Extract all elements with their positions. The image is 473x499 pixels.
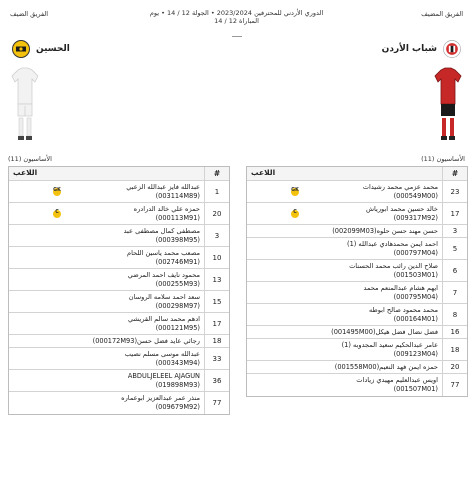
player-cell — [9, 247, 205, 268]
table-row — [9, 203, 229, 225]
table-row — [247, 326, 467, 339]
shirt-number: 77 — [212, 399, 222, 407]
player-cell — [247, 238, 443, 259]
table-row — [247, 282, 467, 304]
player-name: حسن مهند حسن حلوه(002099M03) — [332, 227, 438, 235]
away-lineup-table — [8, 166, 230, 415]
table-row — [247, 225, 467, 238]
player-name: خالد حسين محمد ابورياش — [365, 205, 438, 213]
table-row — [9, 247, 229, 269]
home-team-header — [382, 40, 461, 58]
player-name: محمد عزمي محمد رشيدات — [362, 183, 438, 191]
shirt-number: 17 — [212, 319, 222, 328]
player-name: سعد احمد سلامه الروسان — [128, 293, 200, 301]
player-registration-code: (003114M89) — [155, 191, 200, 200]
player-registration-code: (001507M01) — [393, 384, 438, 393]
away-kit-icon — [10, 66, 40, 146]
shirt-number: 6 — [452, 266, 458, 275]
shirt-number: 23 — [450, 187, 460, 196]
player-registration-code: (000255M93) — [155, 279, 200, 288]
table-row — [9, 370, 229, 392]
header-divider — [232, 36, 242, 37]
player-cell — [9, 335, 205, 347]
player-column-header: اللاعب — [247, 167, 443, 180]
player-cell — [9, 313, 205, 334]
player-cell — [9, 291, 205, 312]
home-team-name: شباب الأردن — [381, 44, 437, 54]
player-cell — [247, 361, 443, 373]
match-info — [130, 9, 343, 25]
report-header — [0, 6, 473, 36]
shirt-number: 10 — [212, 253, 222, 262]
player-registration-code: (009317M92) — [393, 213, 438, 222]
goalkeeper-badge: GK — [53, 188, 61, 196]
player-cell — [247, 339, 443, 360]
player-registration-code: (000298M97) — [155, 301, 200, 310]
captain-badge: C — [291, 210, 299, 218]
shirt-number: 17 — [450, 209, 460, 218]
player-cell — [9, 269, 205, 290]
player-registration-code: (000343M94) — [155, 358, 200, 367]
table-row — [9, 348, 229, 370]
home-starters-label: الأساسيون (11) — [421, 155, 465, 163]
table-row — [247, 361, 467, 374]
shirt-number: 3 — [452, 227, 458, 235]
player-registration-code: (000795M04) — [393, 292, 438, 301]
table-row — [9, 392, 229, 414]
player-column-header: اللاعب — [9, 167, 205, 180]
home-lineup-table — [246, 166, 468, 397]
player-name: عبدالله فايز عبدالله الزعبي — [126, 183, 200, 191]
shirt-number: 15 — [212, 297, 222, 306]
player-name: حمزه ايمن فهد النعيم(001558M00) — [334, 363, 438, 371]
shirt-number: 3 — [214, 231, 220, 240]
player-name: صلاح الدين رائب محمد الحسنات — [349, 262, 438, 270]
shirt-number: 16 — [450, 328, 460, 336]
table-header-row — [9, 167, 229, 181]
player-registration-code: (000113M91) — [155, 213, 200, 222]
table-row — [247, 181, 467, 203]
player-registration-code: (009679M92) — [155, 402, 200, 411]
table-row — [9, 291, 229, 313]
table-row — [247, 374, 467, 396]
table-row — [9, 313, 229, 335]
player-cell — [9, 225, 205, 246]
player-registration-code: (009123M04) — [393, 349, 438, 358]
shirt-number: 18 — [212, 337, 222, 345]
player-cell — [247, 225, 443, 237]
player-cell — [247, 304, 443, 325]
player-cell — [247, 181, 443, 202]
table-row — [9, 269, 229, 291]
player-registration-code: (001503M01) — [393, 270, 438, 279]
table-row — [9, 225, 229, 247]
shirt-number: 20 — [450, 363, 460, 371]
number-column-header: # — [213, 169, 221, 178]
table-row — [9, 335, 229, 348]
player-cell — [9, 181, 205, 202]
player-registration-code: (000398M95) — [155, 235, 200, 244]
player-cell — [9, 348, 205, 369]
player-name: مصطفى كمال مصطفى عبد — [123, 227, 200, 235]
shirt-number: 20 — [212, 209, 222, 218]
player-name: عامر عبدالحكيم سعيد المجدوبه (1) — [341, 341, 438, 349]
player-name: ABDULJELEEL AJAGUN — [127, 372, 200, 380]
player-name: مصعب محمد ياسين اللحام — [126, 249, 200, 257]
match-number-line: المباراة 12 / 14 — [214, 17, 259, 25]
player-registration-code: (000121M95) — [155, 323, 200, 332]
away-starters-label: الأساسيون (11) — [8, 155, 52, 163]
player-name: احمد ايمن محمدهادي عبدالله (1) — [346, 240, 438, 248]
table-row — [247, 203, 467, 225]
shirt-number: 36 — [212, 376, 222, 385]
player-name: عبدالله موسى مسلم نصيب — [124, 350, 200, 358]
player-name: منذر عمر عبدالعزيز ابوعماره — [121, 394, 200, 402]
player-registration-code: (000797M04) — [393, 248, 438, 257]
shirt-number: 8 — [452, 310, 458, 319]
player-cell — [247, 374, 443, 396]
shirt-number: 1 — [214, 187, 220, 196]
player-cell — [247, 326, 443, 338]
player-cell — [9, 203, 205, 224]
table-row — [247, 238, 467, 260]
number-column-header: # — [451, 169, 459, 178]
table-header-row — [247, 167, 467, 181]
player-name: رجائي عايد فضل حسن(000172M93) — [92, 337, 200, 345]
table-row — [247, 260, 467, 282]
player-registration-code: (019898M93) — [155, 380, 200, 389]
shirt-number: 7 — [452, 288, 458, 297]
away-team-name: الحسين — [36, 44, 70, 54]
player-name: اويس عبدالعليم مهيدي زيادات — [356, 376, 438, 384]
captain-badge: C — [53, 210, 61, 218]
player-name: حمزه علي خالد الدرادره — [133, 205, 200, 213]
home-team-caption: الفريق المضيف — [421, 10, 463, 18]
shirt-number: 33 — [212, 354, 222, 363]
away-team-caption: الفريق الضيف — [10, 10, 49, 18]
league-round-line: الدوري الأردني للمحترفين 2023/2024 • الجولة 12 / 14 • يوم — [149, 9, 324, 17]
player-cell — [9, 370, 205, 391]
player-cell — [247, 260, 443, 281]
player-cell — [9, 392, 205, 414]
shirt-number: 5 — [452, 244, 458, 253]
player-name: فضل نضال فضل هيكل(001495M00) — [331, 328, 438, 336]
table-row — [9, 181, 229, 203]
goalkeeper-badge: GK — [291, 188, 299, 196]
shirt-number: 13 — [212, 275, 222, 284]
home-team-logo — [443, 40, 461, 58]
player-cell — [247, 203, 443, 224]
player-registration-code: (000549M00) — [393, 191, 438, 200]
player-name: محمود نايف احمد المرضي — [127, 271, 200, 279]
shirt-number: 18 — [450, 345, 460, 354]
table-row — [247, 304, 467, 326]
home-kit-icon — [433, 66, 463, 146]
away-team-logo — [12, 40, 30, 58]
player-name: محمد محمود صالح ابوطه — [368, 306, 438, 314]
player-registration-code: (002746M91) — [155, 257, 200, 266]
player-name: ايهم هشام عبدالمنعم محمد — [363, 284, 438, 292]
away-team-header — [12, 40, 70, 58]
player-cell — [247, 282, 443, 303]
player-name: ادهم محمد سالم القريشي — [128, 315, 200, 323]
shirt-number: 77 — [450, 381, 460, 389]
player-registration-code: (000164M01) — [393, 314, 438, 323]
table-row — [247, 339, 467, 361]
